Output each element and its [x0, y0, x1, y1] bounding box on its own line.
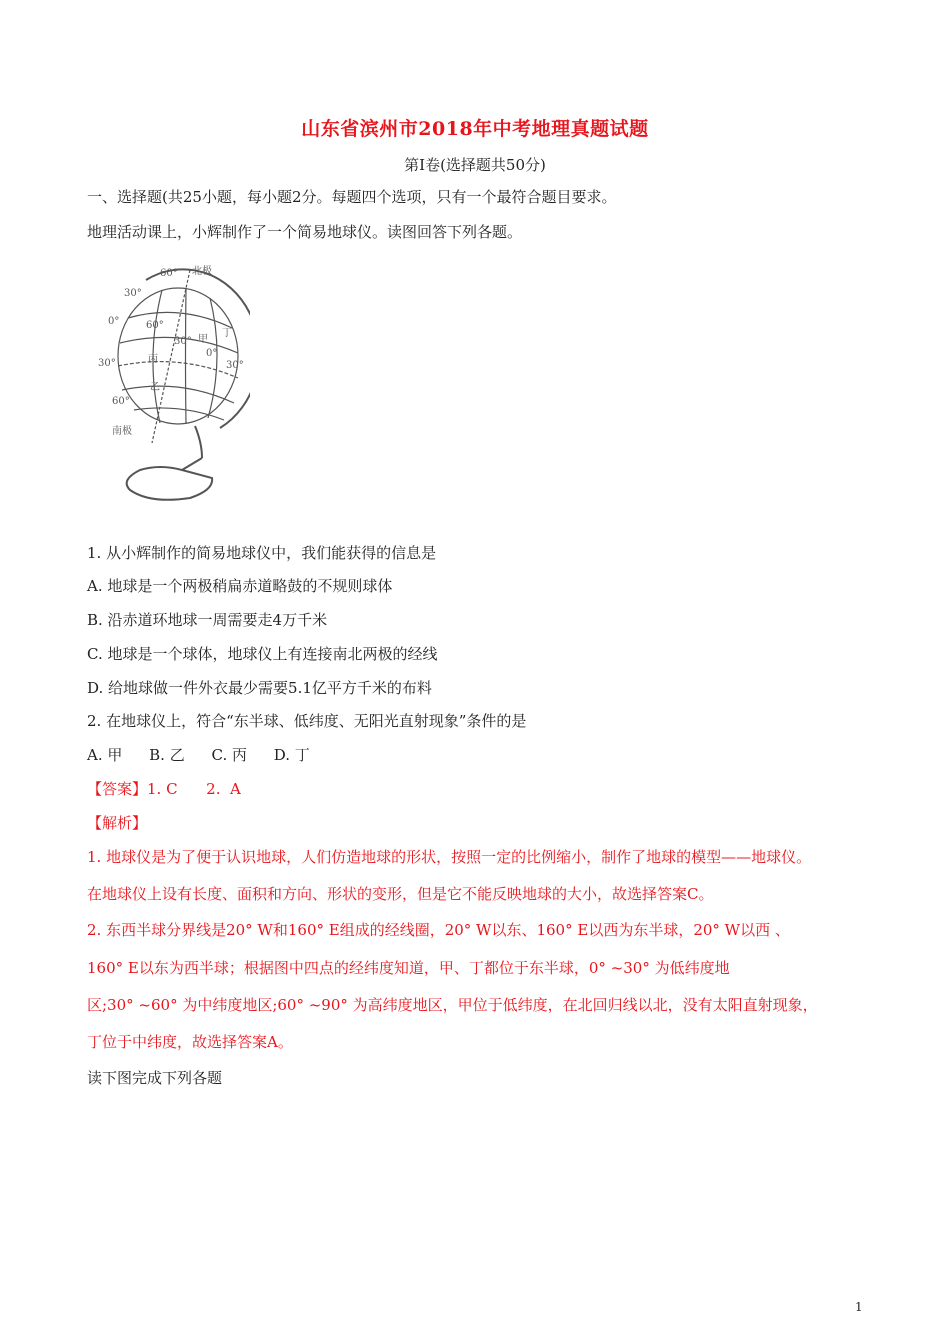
next-instruction: 读下图完成下列各题: [87, 1069, 223, 1087]
label-lat-60-inner: 60°: [146, 320, 164, 331]
answer-label: 【答案】: [87, 780, 148, 798]
q2-option-d: D. 丁: [273, 746, 310, 764]
globe-stand-neck: [195, 426, 202, 458]
analysis-line-5: 区;30° ~60° 为中纬度地区;60° ~90° 为高纬度地区，甲位于低纬度，在北回归线以北，没有太阳直射现象，: [87, 996, 818, 1014]
latitude-line-30s: [122, 386, 234, 403]
globe-figure: [90, 258, 250, 508]
label-north-pole: 北极: [192, 266, 212, 277]
q2-stem: 2. 在地球仪上，符合“东半球、低纬度、无阳光直射现象”条件的是: [87, 712, 527, 730]
page-number: 1: [855, 1300, 863, 1314]
analysis-line-4: 160° E以东为西半球；根据图中四点的经纬度知道，甲、丁都位于东半球，0° ~30° 为低纬度地: [87, 959, 730, 977]
globe-outline: [118, 288, 238, 424]
label-south-pole: 南极: [112, 426, 132, 437]
label-jia: 甲: [198, 334, 208, 345]
q1-stem: 1. 从小辉制作的简易地球仪中，我们能获得的信息是: [87, 544, 437, 562]
q2-options: [87, 745, 310, 765]
label-lat-60n-outer: 60°: [160, 268, 178, 279]
q1-option-d: D. 给地球做一件外衣最少需要5.1亿平方千米的布料: [87, 679, 432, 697]
label-lat-0-outer: 0°: [108, 316, 120, 327]
section-subtitle: 第Ⅰ卷(选择题共50分): [404, 156, 546, 174]
label-lat-30n-outer: 30°: [124, 288, 142, 299]
activity-text: 地理活动课上，小辉制作了一个简易地球仪。读图回答下列各题。: [87, 223, 523, 241]
section-intro: 一、选择题(共25小题，每小题2分。每题四个选项，只有一个最符合题目要求。: [87, 188, 617, 206]
analysis-line-6: 丁位于中纬度，故选择答案A。: [87, 1033, 293, 1051]
analysis-line-3: 2. 东西半球分界线是20° W和160° E组成的经线圈，20° W以东、160° E以西为东半球，20° W以西 、: [87, 921, 790, 939]
q1-option-a: A. 地球是一个两极稍扁赤道略鼓的不规则球体: [87, 577, 393, 595]
label-ding: 丁: [222, 328, 232, 339]
globe-base: [127, 467, 212, 500]
q2-option-c: C. 丙: [211, 746, 247, 764]
label-bing: 丙: [148, 354, 158, 365]
q1-option-b: B. 沿赤道环地球一周需要走4万千米: [87, 611, 328, 629]
label-lat-30-inner: 30°: [174, 336, 192, 347]
q2-option-a: A. 甲: [87, 746, 123, 764]
analysis-label: 【解析】: [87, 814, 148, 832]
label-lat-60s-outer: 60°: [112, 396, 130, 407]
longitude-line-2: [186, 288, 187, 424]
q2-option-b: B. 乙: [149, 746, 185, 764]
equator-line: [118, 362, 238, 378]
label-lat-30-inner-right: 30°: [226, 360, 244, 371]
answer-line: [87, 779, 241, 799]
page-title: 山东省滨州市2018年中考地理真题试题: [301, 118, 649, 140]
analysis-line-2: 在地球仪上设有长度、面积和方向、形状的变形，但是它不能反映地球的大小，故选择答案C。: [87, 885, 714, 903]
analysis-line-1: 1. 地球仪是为了便于认识地球，人们仿造地球的形状，按照一定的比例缩小，制作了地球的模型——地球仪。: [87, 848, 812, 866]
label-lat-0-inner: 0°: [206, 348, 218, 359]
label-yi: 乙: [150, 382, 160, 393]
answer-text: 1. C 2. A: [147, 780, 241, 798]
label-lat-30s-outer: 30°: [98, 358, 116, 369]
q1-option-c: C. 地球是一个球体，地球仪上有连接南北两极的经线: [87, 645, 438, 663]
